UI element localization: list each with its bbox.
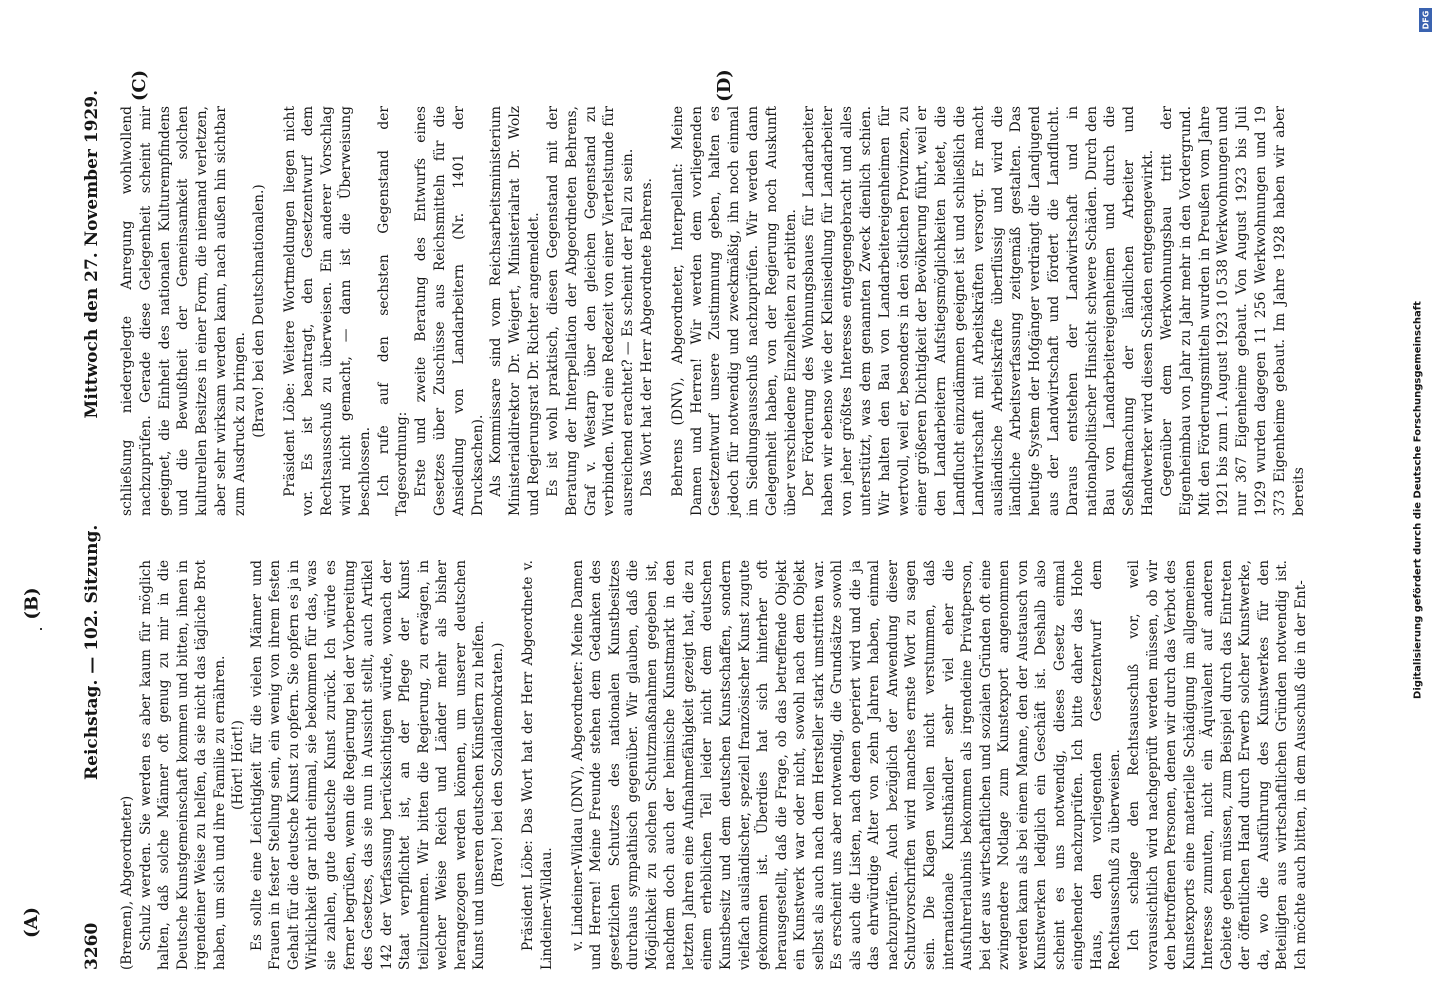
left-paragraph: Es sollte eine Leichtigkeit für die vielen Männer und Frauen in fester Stellung sein, ein wenig von ihrem festen Gehalt für die deutsche Kunst zu opfern. Sie opfern es ja in Wirklichkeit gar nicht einmal, sie bekommen für das, was sie zahlen, gute deutsche Kunst zurück. Ich würde es ferner begrüßen, wenn die Regierung bei der Vorbereitung des Gesetzes, das sie nun in Aussicht stellt, auch Artikel 142 der Verfassung berücksichtigen würde, wonach der Staat verpflichtet ist, an der Pflege der Kunst teilzunehmen. Wir bitten die Regierung, zu erwägen, in welcher Weise Reich und Länder mehr als bisher herangezogen werden können, um unserer deutschen Kunst und unseren deutschen Künstlern zu helfen. bbox=[248, 560, 488, 970]
right-paragraph: Gegenüber dem Werkwohnungsbau tritt der Eigenheimbau von Jahr zu Jahr mehr in den Vordergrund. Mit den Förderungsmitteln wurden in Preußen vom Jahre 1921 bis zum 1. August 1923 10 538 Werkwohnungen und nur 367 Eigenheime gebaut. Von August 1923 bis Juli 1929 wurden dagegen 11 256 Werkwohnungen und 19 373 Eigenheime gebaut. Im Jahre 1928 haben wir aber bereits bbox=[1158, 106, 1307, 516]
right-paragraph: Das Wort hat der Herr Abgeordnete Behrens. bbox=[638, 178, 655, 497]
left-paragraph: Ich schlage den Rechtsausschuß vor, weil voraussichtlich wird nachgeprüft werden müssen, ob wir den betroffenen Personen, denen wir durch das Verbot des Kunstexports eine materielle Schädigung im allgemeinen Interesse zumuten, nicht ein Äquivalent auf anderen Gebiete geben müssen, zum Beispiel durch das Eintreten der öffentlichen Hand durch Erwerb solcher Kunstwerke, da, wo die Ausführung des Kunstwerkes für den Beteiligten aus wirtschaftlichen Gründen notwendig ist. Ich möchte auch bitten, in dem Ausschuß die in der Ent- bbox=[1125, 560, 1309, 970]
speaker-paragraph: Präsident Löbe: Weitere Wortmeldungen liegen nicht vor. Es ist beantragt, den Gesetzentwurf dem Rechtsausschuß zu überweisen. Ein anderer Vorschlag wird nicht gemacht, — dann ist die Überweisung beschlossen. bbox=[281, 106, 373, 516]
margin-letter-c: (C) bbox=[129, 69, 151, 102]
right-paragraph: Als Kommissare sind vom Reichsarbeitsministerium Ministerialdirektor Dr. Weigert, Ministerialrat Dr. Wolz und Regierungsrat Dr. Richter angemeldet. bbox=[488, 106, 543, 516]
right-paragraph: schließung niedergelegte Anregung wohlwollend nachzuprüfen. Gerade diese Gelegenheit scheint mir geeignet, die Einheit des nationalen Kulturempfindens und die Bewußtheit der Gemeinsamkeit solchen kulturellen Besitzes in einer Form, die niemand verletzen, aber sehr wirksam werden kann, nach außen hin sichtbar zum Ausdruck zu bringen. bbox=[119, 106, 248, 516]
session-title: Reichstag. — 102. Sitzung. bbox=[82, 524, 102, 780]
right-paragraph: Es ist wohl praktisch, diesen Gegenstand mit der Beratung der Interpellation der Abgeordneten Behrens, Graf v. Westarp über den gleichen Gegenstand zu verbinden. Wird eine Redezeit von einer Viertelstunde für ausreichend erachtet? — Es scheint der Fall zu sein. bbox=[544, 106, 637, 516]
speaker-paragraph: Behrens (DNV), Abgeordneter, Interpellant: Meine Damen und Herren! Wir werden dem vorliegenden Gesetzentwurf unsere Zustimmung geben, halten es jedoch für notwendig und zweckmäßig, ihn noch einmal im Siedlungsausschuß nachzuprüfen. Wir werden dann Gelegenheit haben, von der Regierung noch Auskunft über verschiedene Einzelheiten zu erbitten. bbox=[669, 106, 799, 516]
right-column bbox=[118, 106, 1308, 516]
right-paragraph: Ich rufe auf den sechsten Gegenstand der Tagesordnung: bbox=[375, 106, 411, 516]
page-number: 3260 bbox=[82, 922, 102, 970]
session-date: Mittwoch den 27. November 1929. bbox=[82, 90, 102, 419]
margin-letter-b: (B) bbox=[21, 587, 43, 620]
interjection: (Bravo! bei den Deutschnationalen.) bbox=[250, 184, 267, 438]
credit-text: Digitalisierung gefördert durch die Deutsche Forschungsgemeinschaft bbox=[1412, 301, 1424, 699]
left-column bbox=[118, 560, 1310, 970]
left-paragraph: Schulz werden. Sie werden es aber kaum für möglich halten, daß solche Männer oft genug zu mir in die Deutsche Kunstgemeinschaft kommen und bitten, ihnen in irgendeiner Weise zu helfen, da sie nicht das tägliche Brot haben, um sich und ihre Familie zu ernähren. bbox=[137, 560, 228, 970]
interjection: (Hört! Hört!) bbox=[230, 720, 247, 810]
margin-letter-a: (A) bbox=[21, 907, 42, 938]
speaker-paragraph: v. Lindeiner-Wildau (DNV), Abgeordneter: Meine Damen und Herren! Meine Freunde stehen dem Gedanken des gesetzlichen Schutzes des nationalen Kunstbesitzes durchaus sympathisch gegenüber. Wir glauben, daß die Möglichkeit zu solchen Schutzmaßnahmen gegeben ist, nachdem doch auch der heimische Kunstmarkt in den letzten Jahren eine Aufnahmefähigkeit gezeigt hat, die zu einem erheblichen Teil leider nicht dem deutschen Kunstbesitz und dem deutschen Kunstschaffen, sondern vielfach ausländischer, speziell französischer Kunst zugute gekommen ist. Überdies hat sich hinterher oft herausgestellt, daß die Frage, ob das betreffende Objekt ein Kunstwerk war oder nicht, sowohl nach dem Objekt selbst als auch nach dem Hersteller stark umstritten war. Es erscheint uns aber notwendig, die Grundsätze sowohl als auch die Listen, nach denen operiert wird und die ja das ehrwürdige Alter von zehn Jahren haben, einmal nachzuprüfen. Auch bezüglich der Anwendung dieser Schutzvorschriften wird manches ernste Wort zu sagen sein. Die Klagen wollen nicht verstummen, daß internationale Kunsthändler sehr viel eher die Ausfuhrerlaubnis bekommen als irgendeine Privatperson, bei der aus wirtschaftlichen und sozialen Gründen oft eine zwingendere Notlage zum Kunstexport angenommen werden kann als bei einem Manne, den der Austausch von Kunstwerken lediglich ein Geschäft ist. Deshalb also scheint es uns notwendig, dieses Gesetz einmal eingehender nachzuprüfen. Ich bitte daher das Hohe Haus, den vorliegenden Gesetzentwurf dem Rechtsausschuß zu überweisen. bbox=[569, 560, 1124, 970]
left-paragraph: (Bremen), Abgeordneter) bbox=[119, 795, 135, 970]
margin-letter-d: (D) bbox=[713, 69, 735, 102]
dfg-logo-text: DFG bbox=[1421, 10, 1430, 30]
agenda-item: Erste und zweite Beratung des Entwurfs eines Gesetzes über Zuschüsse aus Reichsmitteln für die Ansiedlung von Landarbeitern (Nr. 1401 der Drucksachen). bbox=[413, 106, 486, 516]
dfg-logo-icon bbox=[1419, 8, 1432, 32]
rotated-document-page bbox=[82, 90, 1332, 970]
page-header bbox=[82, 90, 108, 970]
scan-speck bbox=[40, 628, 42, 630]
speaker-paragraph: Präsident Löbe: Das Wort hat der Herr Abgeordnete v. Lindeiner-Wildau. bbox=[520, 560, 556, 970]
right-paragraph: Der Förderung des Wohnungsbaues für Landarbeiter haben wir ebenso wie der Kleinsiedlung für Landarbeiter von jeher größtes Interesse entgegengebracht und alles unterstützt, was dem genannten Zweck dienlich schien. Wir halten den Bau von Landarbeitereigenheimen für wertvoll, weil er, besonders in den östlichen Provinzen, zu einer größeren Dichtigkeit der Bevölkerung führt, weil er den Landarbeitern Aufstiegsmöglichkeiten bietet, die Landflucht einzudämmen geeignet ist und schließlich die Landwirtschaft mit Arbeitskräften versorgt. Er macht ausländische Arbeitskräfte überflüssig und wird die ländliche Arbeitsverfassung zeitgemäß gestalten. Das heutige System der Hofgänger verdrängt die Landjugend aus der Landwirtschaft und fördert die Landflucht. Daraus entstehen der Landwirtschaft und in nationalpolitischer Hinsicht schwere Schäden. Durch den Bau von Landarbeitereigenheimen und durch die Seßhaftmachung der ländlichen Arbeiter und Handwerker wird diesen Schäden entgegengewirkt. bbox=[801, 106, 1157, 516]
interjection: (Bravo! bei den Sozialdemokraten.) bbox=[489, 642, 506, 888]
